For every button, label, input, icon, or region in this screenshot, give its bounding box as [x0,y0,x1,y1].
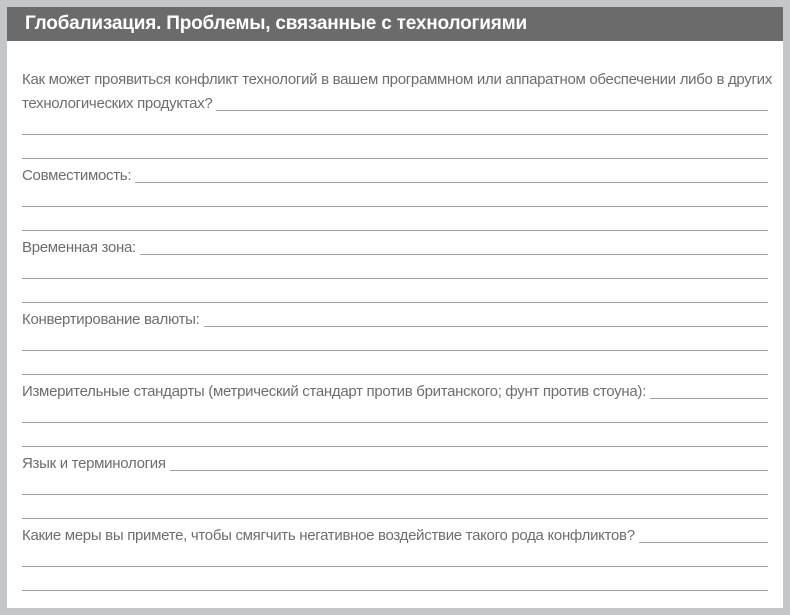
answer-blank-line [22,111,768,135]
question-label: Язык и терминология [22,455,166,472]
answer-fill-line [204,326,768,327]
form-section-compatibility [22,159,768,231]
page-header [7,7,783,41]
answer-blank-line [22,135,768,159]
answer-fill-line [216,110,768,111]
form-section-currency-conversion [22,303,768,375]
question-label-row [22,87,768,111]
answer-blank-line [22,471,768,495]
answer-blank-line [22,351,768,375]
answer-blank-line [22,399,768,423]
question-label: Какие меры вы примете, чтобы смягчить негативное воздействие такого рода конфликтов? [22,527,635,544]
question-label: Конвертирование валюты: [22,311,200,328]
form-section-measurement-standards [22,375,768,447]
question-label-row [22,303,768,327]
form-section-language-terminology [22,447,768,519]
question-label: технологических продуктах? [22,95,213,112]
question-label: Измерительные стандарты (метрический стандарт против британского; фунт против стоуна): [22,383,646,400]
question-label-row [22,519,768,543]
question-label: Как может проявиться конфликт технологий в вашем программном или аппаратном обеспечении либо в других [22,71,772,88]
form-section-time-zone [22,231,768,303]
answer-blank-line [22,543,768,567]
answer-blank-line [22,327,768,351]
answer-blank-line [22,495,768,519]
form-section-technology-conflict [22,63,772,159]
answer-fill-line [135,182,768,183]
question-label: Временная зона: [22,239,136,256]
answer-fill-line [140,254,768,255]
form-body [7,41,783,591]
answer-blank-line [22,279,768,303]
question-label-row [22,159,768,183]
answer-fill-line [639,542,768,543]
answer-blank-line [22,255,768,279]
answer-blank-line [22,567,768,591]
form-section-mitigation-measures [22,519,768,591]
answer-fill-line [170,470,768,471]
question-label-row [22,231,768,255]
question-text-row [22,63,772,88]
answer-blank-line [22,207,768,231]
question-label: Совместимость: [22,167,132,184]
question-label-row [22,375,768,399]
answer-blank-line [22,183,768,207]
answer-fill-line [650,398,768,399]
question-label-row [22,447,768,471]
page-title: Глобализация. Проблемы, связанные с технологиями [25,13,527,34]
answer-blank-line [22,423,768,447]
